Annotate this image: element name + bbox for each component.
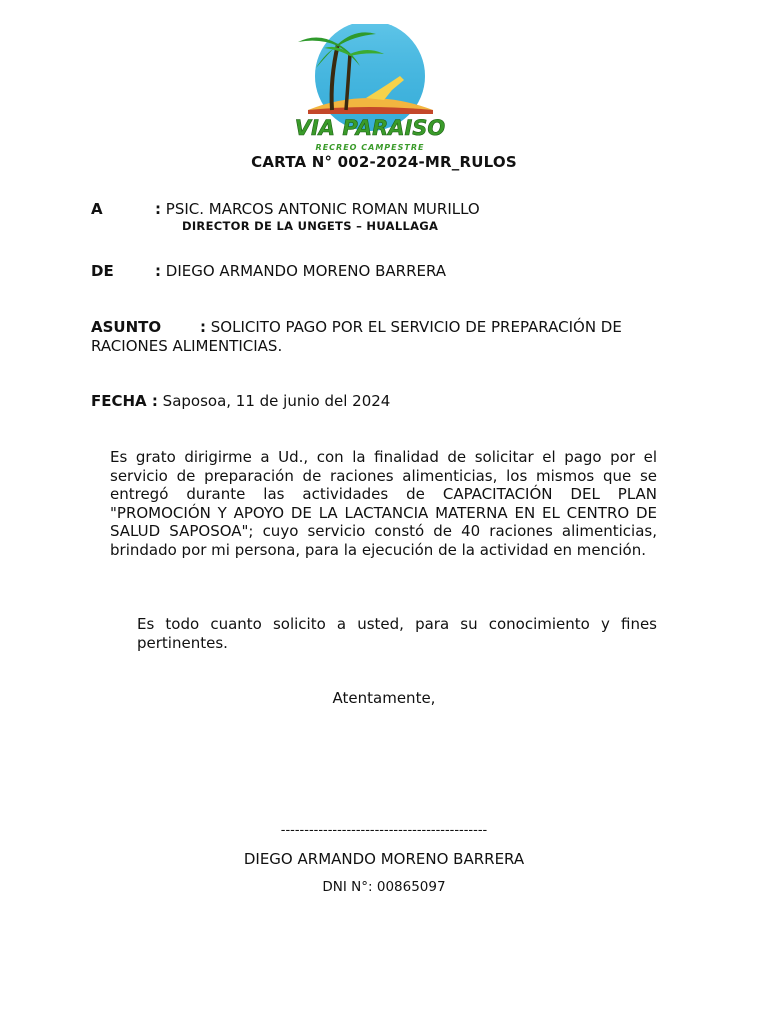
to-value: PSIC. MARCOS ANTONIC ROMAN MURILLO [165, 200, 480, 218]
signature-line: -------------------------------------------- [280, 823, 488, 838]
body-paragraph-2: Es todo cuanto solicito a usted, para su conocimiento y fines pertinentes. [137, 615, 657, 652]
subject-row [91, 318, 651, 356]
subject-label: ASUNTO [91, 318, 162, 336]
closing: Atentamente, [332, 689, 436, 707]
company-logo [288, 24, 448, 154]
to-label: A [91, 200, 103, 218]
body-paragraph-1: Es grato dirigirme a Ud., con la finalidad de solicitar el pago por el servicio de preparación de raciones alimenticias, los mismos que se entregó durante las actividades de CAPACITACIÓN DEL PLAN "PROMOCIÓN Y APOYO DE LA LACTANCIA MATERNA EN EL CENTRO DE SALUD SAPOSOA"; cuyo servicio constó de 40 raciones alimenticias, brindado por mi persona, para la ejecución de la actividad en mención. [110, 448, 657, 559]
subject-value: SOLICITO PAGO POR EL SERVICIO DE PREPARACIÓN DE RACIONES ALIMENTICIAS. [91, 318, 622, 355]
signer-id: DNI N°: 00865097 [322, 879, 446, 895]
from-label: DE [91, 262, 114, 280]
subject-colon: : [200, 318, 206, 336]
date-value: Saposoa, 11 de junio del 2024 [162, 392, 391, 410]
from-colon: : [155, 262, 161, 280]
logo-name: VIA PARAISO [294, 116, 446, 140]
logo-tagline: RECREO CAMPESTRE [315, 143, 425, 152]
to-row [91, 200, 480, 219]
logo-graphic [288, 24, 448, 154]
date-label: FECHA : [91, 392, 158, 410]
signer-name: DIEGO ARMANDO MORENO BARRERA [243, 850, 525, 868]
to-position: DIRECTOR DE LA UNGETS – HUALLAGA [182, 219, 439, 233]
to-colon: : [155, 200, 161, 218]
date-row [91, 392, 390, 411]
letter-title: CARTA N° 002-2024-MR_RULOS [251, 153, 517, 171]
from-row [91, 262, 446, 281]
from-value: DIEGO ARMANDO MORENO BARRERA [165, 262, 447, 280]
